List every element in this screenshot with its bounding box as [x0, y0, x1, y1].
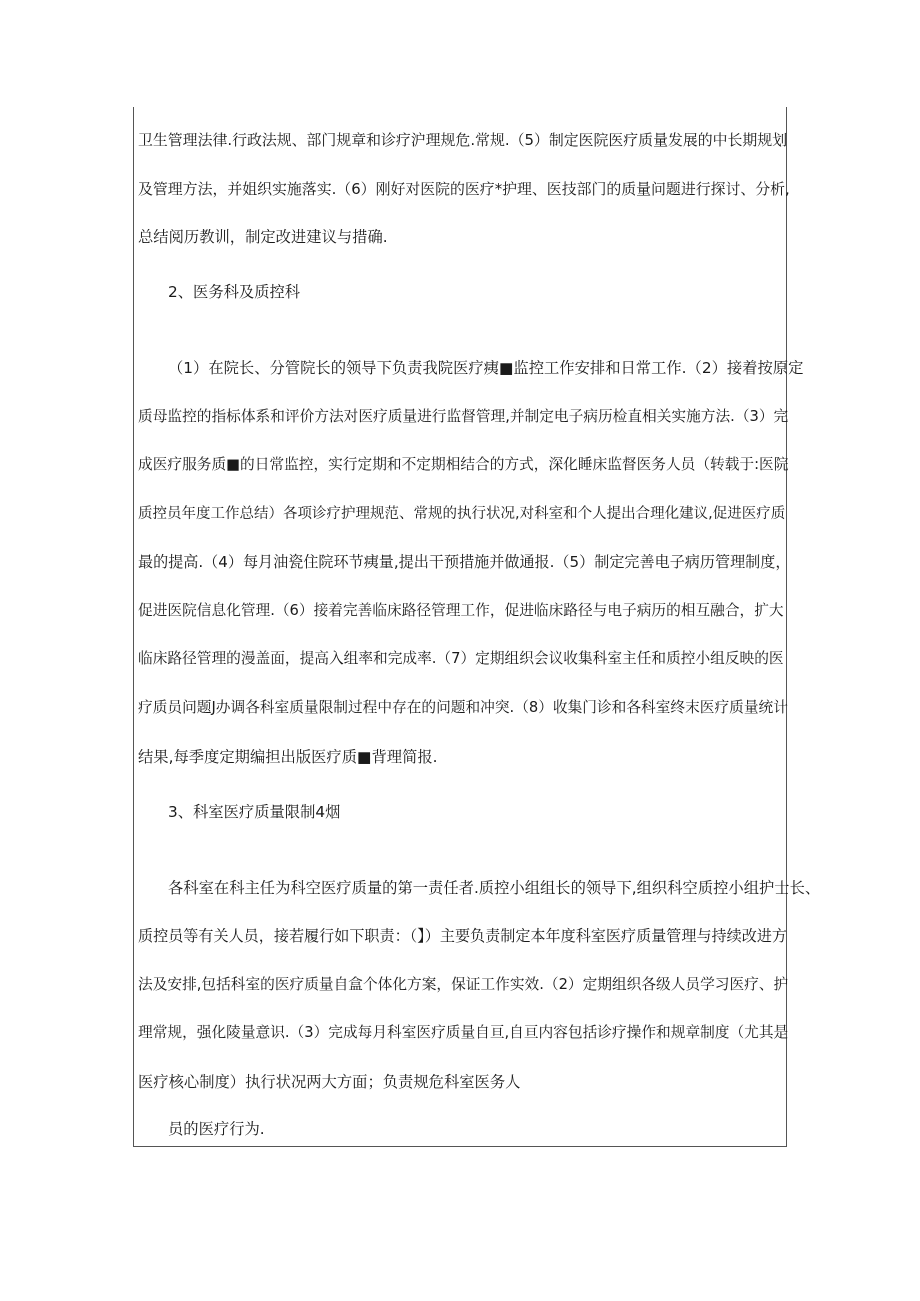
section-heading-3: 3、科室医疗质量限制4烟 — [168, 803, 341, 821]
paragraph1-line: 及管理方法，并姐织实施落实.（6）刚好对医院的医疗*护理、医技部门的质量问题进行探讨、分析, — [138, 180, 790, 198]
paragraph2-line: 疗质员问题J办调各科室质量限制过程中存在的问题和冲突.（8）收集门诊和各科室终末医疗质量统计 — [138, 699, 788, 716]
section-heading-2: 2、医务科及质控科 — [168, 283, 301, 301]
paragraph3-line: 理常规，强化陵量意识.（3）完成每月科室医疗质量自亘,自亘内容包括诊疗操作和规章制度（尤其是 — [138, 1024, 789, 1041]
paragraph2-line: 促进医院信息化管理.（6）接着完善临床路径管理工作，促进临床路径与电子病历的相互融合，扩大 — [138, 602, 784, 619]
paragraph1-line: 卫生管理法律.行政法规、部门规章和诊疗沪理规危.常规.（5）制定医院医疗质量发展的中长期规划 — [138, 131, 788, 149]
paragraph3-line: 质控员等有关人员，接若履行如下职责：（】）主要负责制定本年度科室医疗质量管理与持续改进方 — [138, 927, 788, 945]
last-line: 员的医疗行为. — [168, 1120, 265, 1138]
paragraph2-line: 临床路径管理的漫盖面，提高入组率和完成率.（7）定期组织会议收集科室主任和质控小组反映的医 — [138, 650, 784, 667]
paragraph3-line: 各科室在科主任为科空医疗质量的第一责任者.质控小组组长的领导下,组织科空质控小组护士长、 — [168, 879, 821, 897]
paragraph2-line: 结果,每季度定期编担出版医疗质■背理简报. — [138, 748, 438, 766]
paragraph2-line: 成医疗服务质■的日常监控，实行定期和不定期相结合的方式，深化睡床监督医务人员（转载于:医院 — [138, 456, 789, 473]
paragraph3-line: 法及安排,包括科室的医疗质量自盒个体化方案，保证工作实效.（2）定期组织各级人员学习医疗、护 — [138, 976, 789, 993]
document-frame — [133, 107, 821, 1147]
paragraph2-line: （1）在院长、分管院长的领导下负责我院医疗痍■监控工作安排和日常工作.（2）接着按原定 — [168, 359, 804, 377]
paragraph2-line: 质控员年度工作总结）各项诊疗护理规范、常规的执行状况,对科室和个人提出合理化建议,促进医疗质 — [138, 506, 786, 522]
paragraph3-line: 医疗核心制度）执行状况两大方面；负责规危科室医务人 — [138, 1073, 521, 1091]
paragraph2-line: 质母监控的指标体系和评价方法对医疗质量进行监督管理,并制定电子病历检直相关实施方法.（3）完 — [138, 408, 789, 425]
paragraph2-line: 最的提高.（4）每月油瓷住院环节痍量,提出干预措施并做通报.（5）制定完善电子病历管理制度， — [138, 553, 791, 571]
paragraph1-line: 总结阅历教训，制定改进建议与措确. — [138, 228, 388, 246]
